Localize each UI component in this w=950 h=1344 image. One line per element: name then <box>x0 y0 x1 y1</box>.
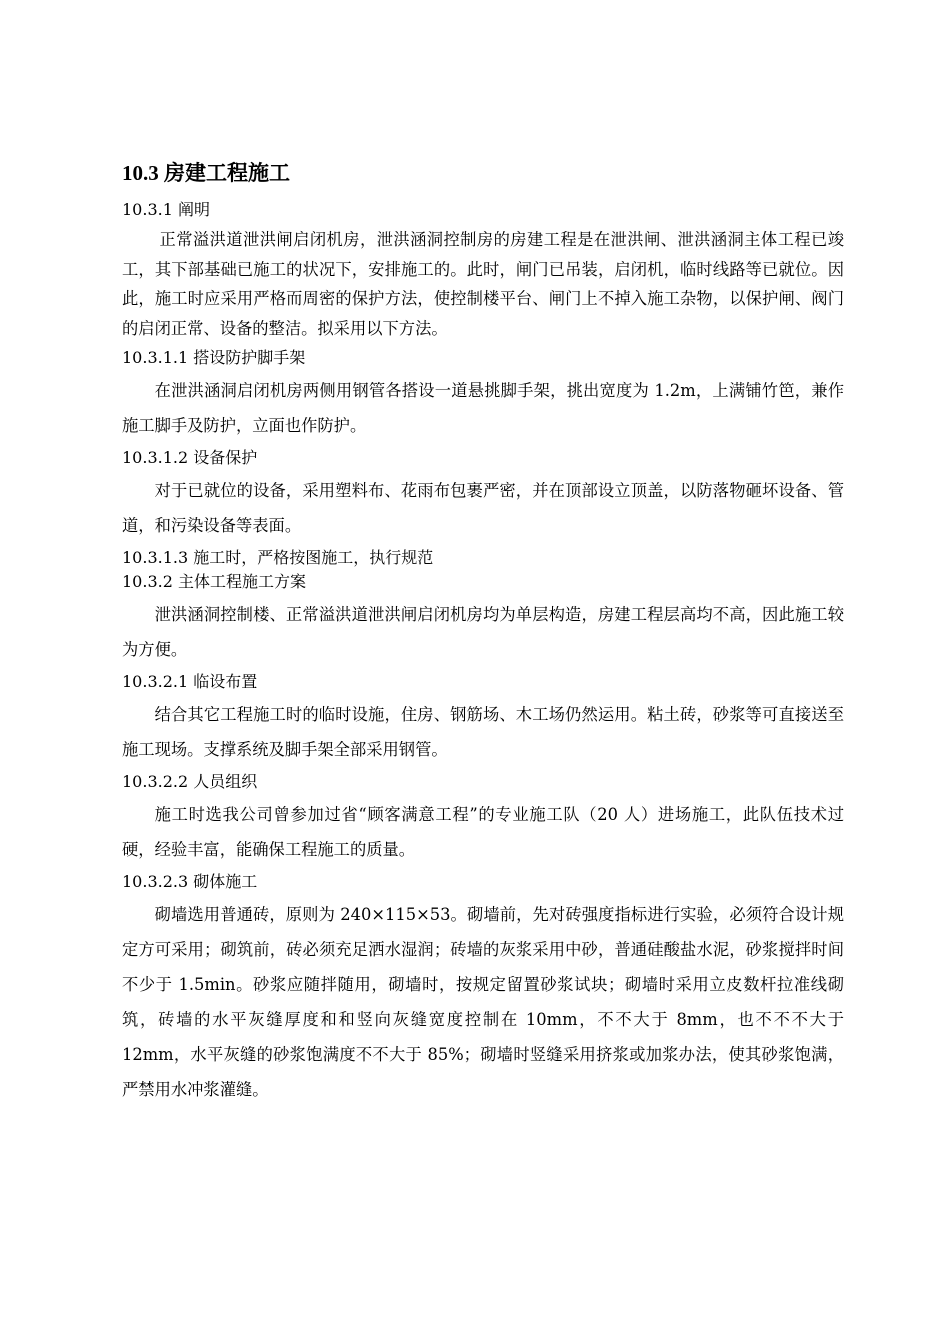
heading-10-3-1-3: 10.3.1.3 施工时，严格按图施工，执行规范 <box>122 548 434 567</box>
section-title: 10.3 房建工程施工 <box>122 161 290 185</box>
paragraph-equipment-protection: 对于已就位的设备，采用塑料布、花雨布包裹严密，并在顶部设立顶盖，以防落物砸坏设备、管道，和污染设备等表面。 <box>122 481 844 535</box>
paragraph-scaffold: 在泄洪涵洞启闭机房两侧用钢管各搭设一道悬挑脚手架，挑出宽度为 1.2m，上满铺竹笆，兼作施工脚手及防护，立面也作防护。 <box>122 381 844 435</box>
heading-10-3-1-2: 10.3.1.2 设备保护 <box>122 448 258 467</box>
heading-10-3-2-1: 10.3.2.1 临设布置 <box>122 672 258 691</box>
paragraph-staffing: 施工时选我公司曾参加过省“顾客满意工程”的专业施工队（20 人）进场施工，此队伍技术过硬，经验丰富，能确保工程施工的质量。 <box>122 805 844 859</box>
heading-10-3-1-1: 10.3.1.1 搭设防护脚手架 <box>122 348 306 367</box>
heading-10-3-1: 10.3.1 阐明 <box>122 200 210 219</box>
paragraph-main-works: 泄洪涵洞控制楼、正常溢洪道泄洪闸启闭机房均为单层构造，房建工程层高均不高，因此施工较为方便。 <box>122 605 844 659</box>
paragraph-temporary-facilities: 结合其它工程施工时的临时设施，住房、钢筋场、木工场仍然运用。粘土砖，砂浆等可直接送至施工现场。支撑系统及脚手架全部采用钢管。 <box>122 705 844 759</box>
heading-10-3-2-2: 10.3.2.2 人员组织 <box>122 772 258 791</box>
heading-10-3-2: 10.3.2 主体工程施工方案 <box>122 572 306 591</box>
heading-10-3-2-3: 10.3.2.3 砌体施工 <box>122 872 258 891</box>
document-page <box>122 158 844 1110</box>
paragraph-explanation: 正常溢洪道泄洪闸启闭机房，泄洪涵洞控制房的房建工程是在泄洪闸、泄洪涵洞主体工程已竣工，其下部基础已施工的状况下，安排施工的。此时，闸门已吊装，启闭机，临时线路等已就位。因此，施工时应采用严格而周密的保护方法，使控制楼平台、闸门上不掉入施工杂物，以保护闸、阀门的启闭正常、设备的整洁。拟采用以下方法。 <box>122 230 844 338</box>
paragraph-masonry: 砌墙选用普通砖，原则为 240×115×53。砌墙前，先对砖强度指标进行实验，必须符合设计规定方可采用；砌筑前，砖必须充足洒水湿润；砖墙的灰浆采用中砂，普通硅酸盐水泥，砂浆搅拌时间不少于 1.5min。砂浆应随拌随用，砌墙时，按规定留置砂浆试块；砌墙时采用立皮数杆拉准线砌筑，砖墙的水平灰缝厚度和和竖向灰缝宽度控制在 10mm，不不大于 8mm，也不不不大于 12mm，水平灰缝的砂浆饱满度不不大于 85%；砌墙时竖缝采用挤浆或加浆办法，使其砂浆饱满，严禁用水冲浆灌缝。 <box>122 905 844 1099</box>
